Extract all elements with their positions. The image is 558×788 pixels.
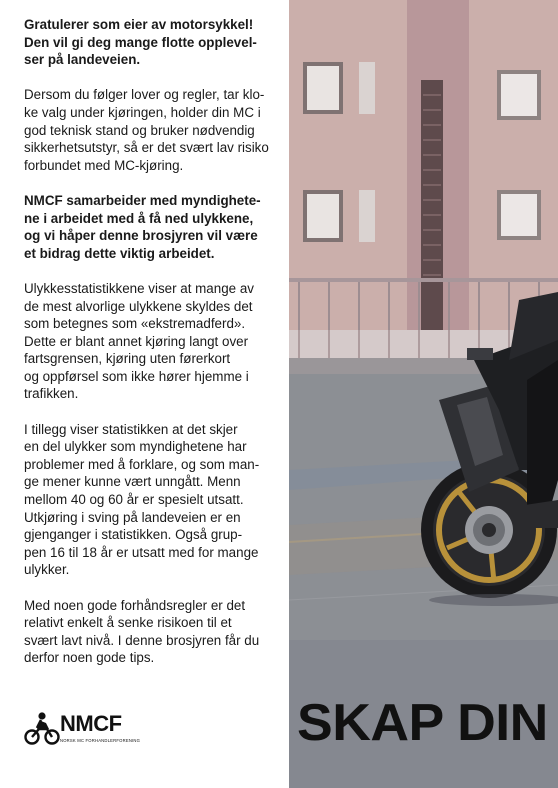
headline-skap-din: SKAP DIN xyxy=(297,694,548,752)
body-text-column xyxy=(24,16,276,685)
body-paragraph xyxy=(24,280,276,403)
paragraph-line: svært lavt nivå. I denne brosjyren får du xyxy=(24,632,260,648)
paragraph-line: og oppførsel som ikke hører hjemme i xyxy=(24,368,249,384)
body-paragraph xyxy=(24,16,276,69)
paragraph-line: gjenganger i statistikken. Også grup- xyxy=(24,527,243,543)
paragraph-line: trafikken. xyxy=(24,386,79,402)
paragraph-line: ke valg under kjøringen, holder din MC i xyxy=(24,104,261,120)
paragraph-line: I tillegg viser statistikken at det skjer xyxy=(24,421,238,437)
body-paragraph xyxy=(24,192,276,262)
paragraph-line: NMCF samarbeider med myndighete- xyxy=(24,192,261,208)
paragraph-line: pen 16 til 18 år er utsatt med for mange xyxy=(24,544,259,560)
paragraph-line: problemer med å forklare, og som man- xyxy=(24,456,260,472)
paragraph-line: en del ulykker som myndighetene har xyxy=(24,439,247,455)
motorcycle-rider-icon xyxy=(24,708,60,748)
paragraph-line: som betegnes som «ekstremadferd». xyxy=(24,316,246,332)
logo-subtitle: NORSK MC FORHANDLERFORENING xyxy=(60,738,141,743)
paragraph-line: Utkjøring i sving på landeveien er en xyxy=(24,509,241,525)
paragraph-line: ne i arbeidet med å få ned ulykkene, xyxy=(24,210,254,226)
paragraph-line: god teknisk stand og bruker nødvendig xyxy=(24,122,255,138)
paragraph-line: forbundet med MC-kjøring. xyxy=(24,157,184,173)
paragraph-line: Gratulerer som eier av motorsykkel! xyxy=(24,17,254,32)
paragraph-line: sikkerhetsutstyr, så er det svært lav risiko xyxy=(24,140,269,156)
body-paragraph xyxy=(24,421,276,579)
logo-wordmark: NMCF xyxy=(60,711,122,736)
paragraph-line: ge mener kunne vært unngått. Menn xyxy=(24,474,241,490)
paragraph-line: derfor noen gode tips. xyxy=(24,650,155,666)
motorcycle-photo xyxy=(289,0,558,788)
paragraph-line: Dette er blant annet kjøring langt over xyxy=(24,333,249,349)
paragraph-line: ser på landeveien. xyxy=(24,52,141,68)
paragraph-line: et bidrag dette viktig arbeidet. xyxy=(24,245,215,261)
paragraph-line: og vi håper denne brosjyren vil være xyxy=(24,228,258,244)
paragraph-line: mellom 40 og 60 år er spesielt utsatt. xyxy=(24,492,244,508)
paragraph-line: fartsgrensen, kjøring uten førerkort xyxy=(24,351,231,367)
paragraph-line: relativt enkelt å senke risikoen til et xyxy=(24,615,232,631)
body-paragraph xyxy=(24,86,276,174)
paragraph-line: ulykker. xyxy=(24,562,70,578)
nmcf-logo xyxy=(24,708,164,752)
body-paragraph xyxy=(24,597,276,667)
paragraph-line: Den vil gi deg mange flotte opplevel- xyxy=(24,34,257,50)
paragraph-line: de mest alvorlige ulykkene skyldes det xyxy=(24,298,253,314)
paragraph-line: Med noen gode forhåndsregler er det xyxy=(24,597,246,613)
paragraph-line: Ulykkesstatistikkene viser at mange av xyxy=(24,280,254,296)
paragraph-line: Dersom du følger lover og regler, tar klo- xyxy=(24,87,265,103)
